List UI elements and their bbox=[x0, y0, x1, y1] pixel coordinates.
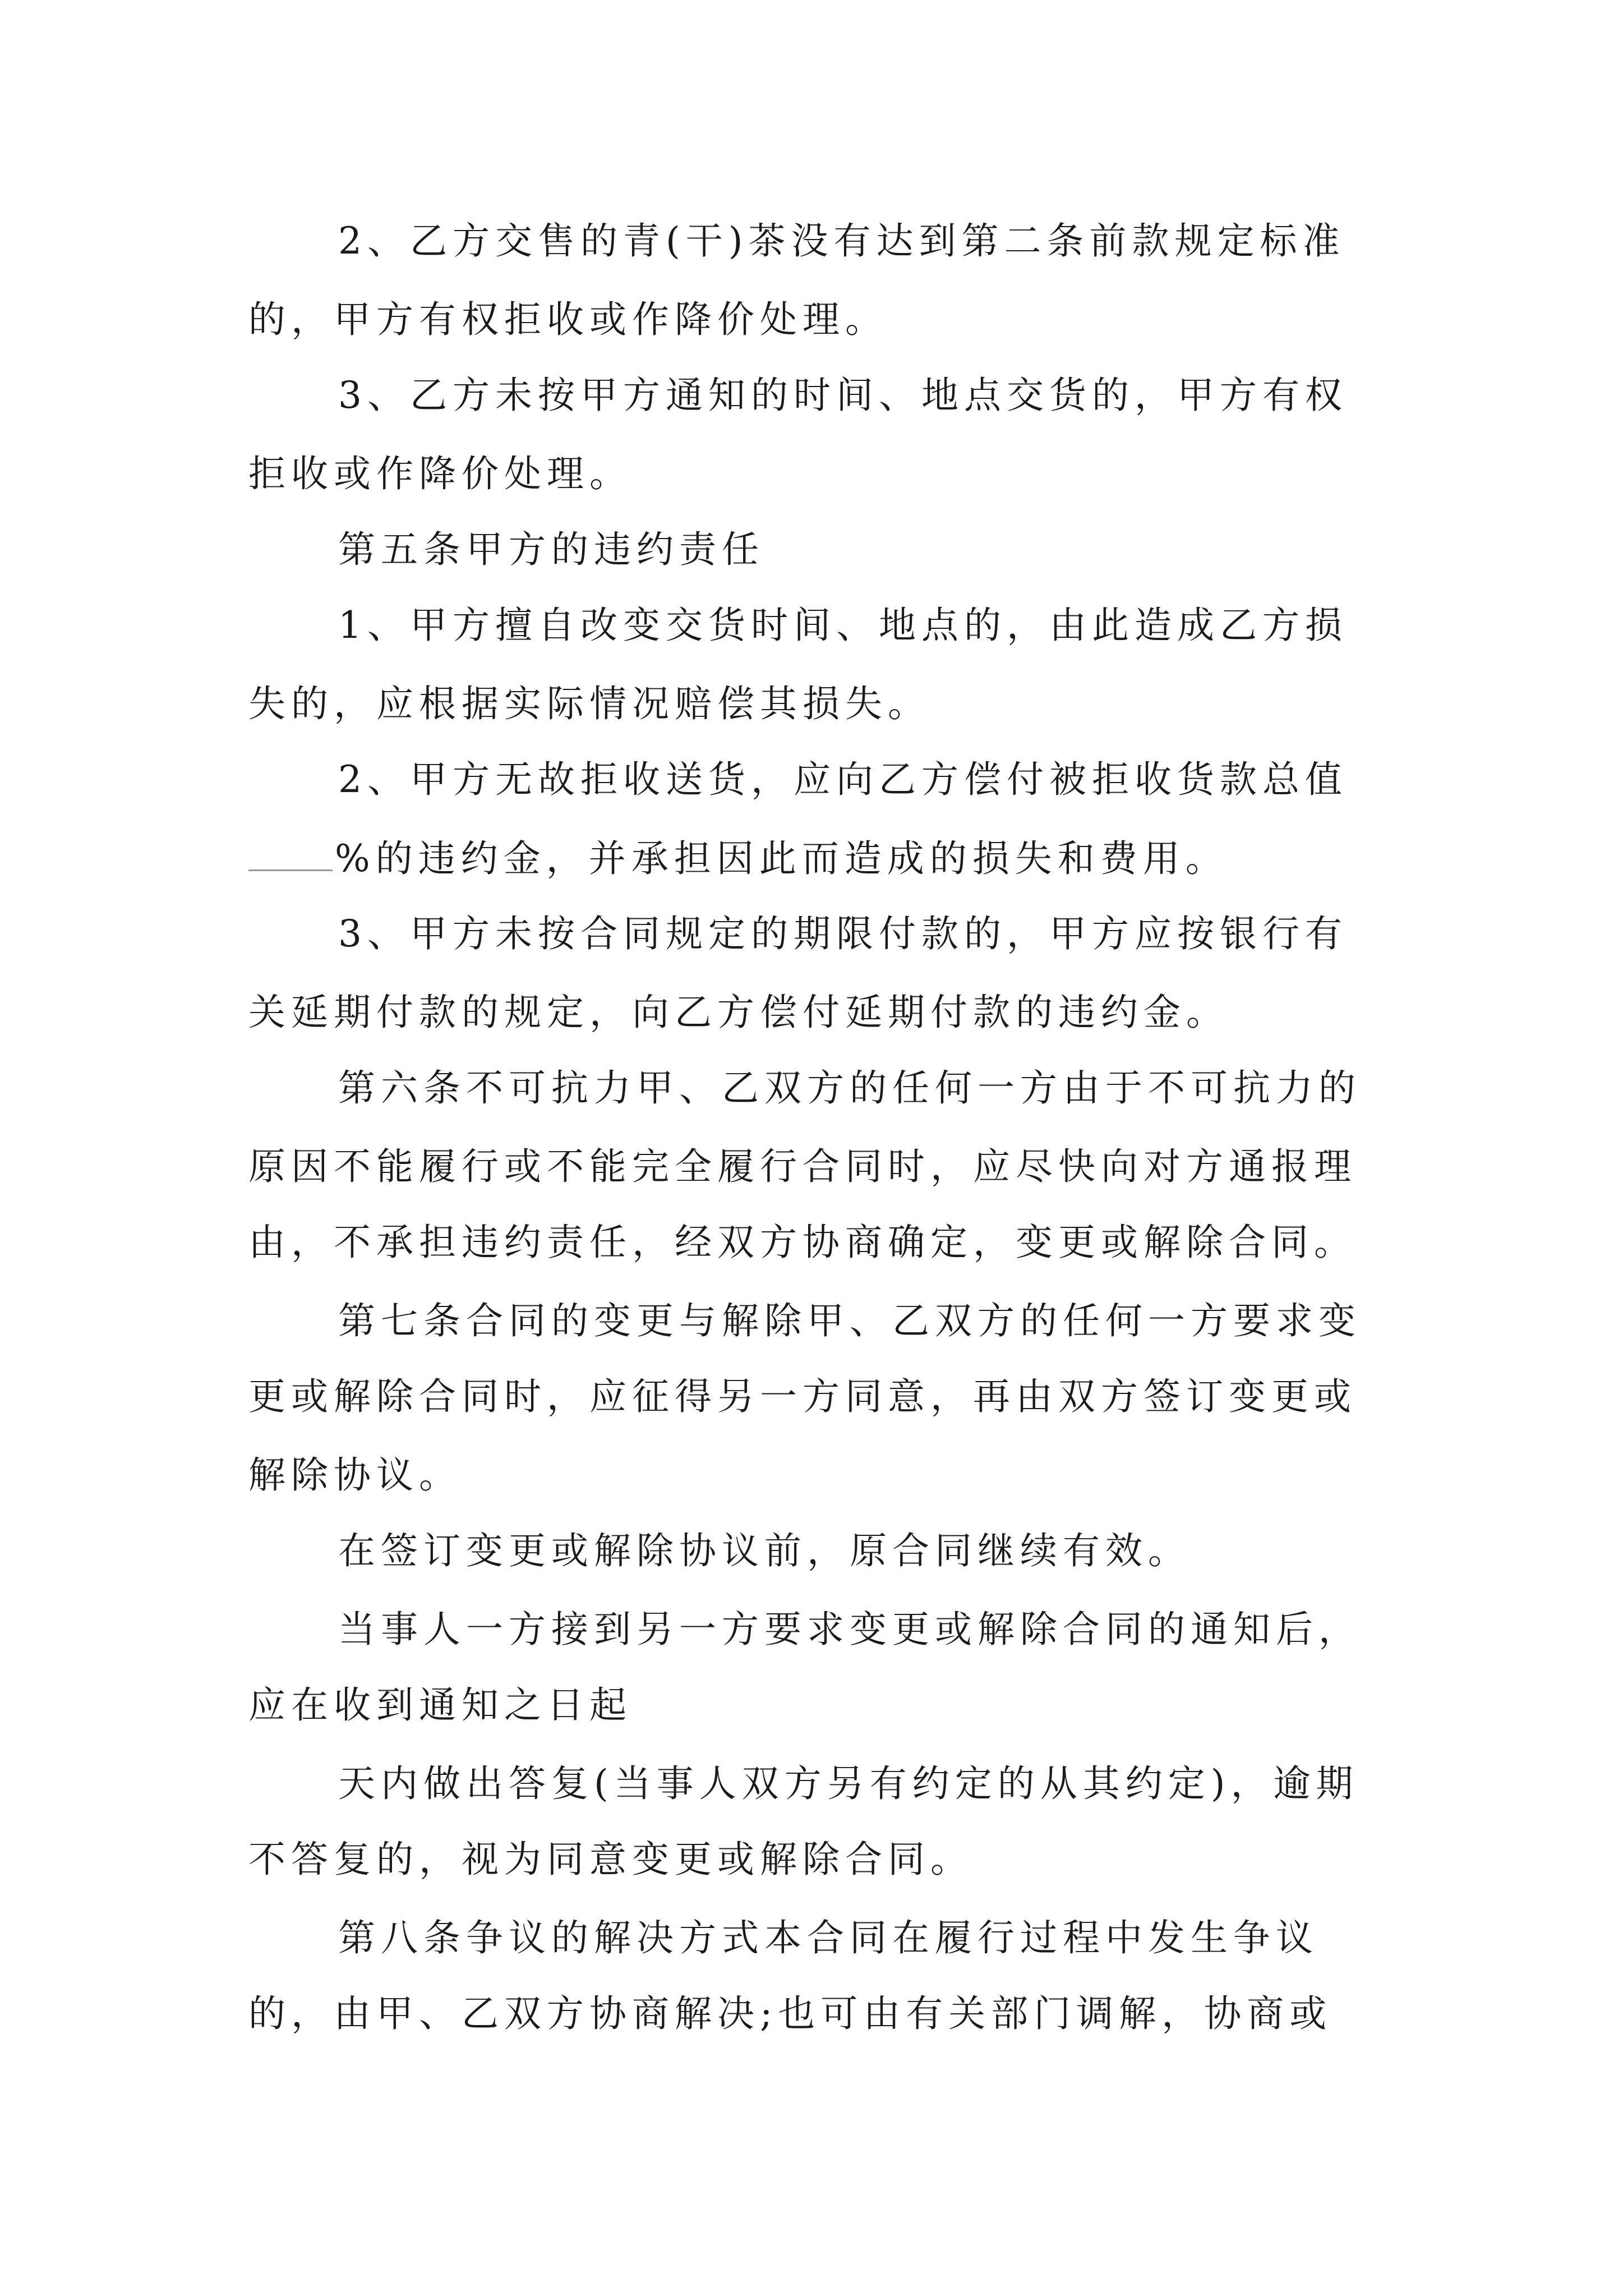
paragraph-line: 不答复的，视为同意变更或解除合同。 bbox=[248, 1838, 973, 1881]
paragraph-line: 关延期付款的规定，向乙方偿付延期付款的违约金。 bbox=[248, 991, 1229, 1034]
paragraph-line-text: %的违约金，并承担因此而造成的损失和费用。 bbox=[335, 837, 1228, 880]
paragraph-line: 2、乙方交售的青(干)茶没有达到第二条前款规定标准 bbox=[338, 219, 1345, 263]
paragraph-line: 第八条争议的解决方式本合同在履行过程中发生争议 bbox=[338, 1916, 1318, 1959]
paragraph-line: 第七条合同的变更与解除甲、乙双方的任何一方要求变 bbox=[338, 1299, 1361, 1342]
paragraph-line: 3、乙方未按甲方通知的时间、地点交货的，甲方有权 bbox=[338, 374, 1348, 417]
paragraph-line: 解除协议。 bbox=[248, 1453, 462, 1497]
paragraph-line: 天内做出答复(当事人双方另有约定的从其约定)，逾期 bbox=[338, 1762, 1359, 1805]
paragraph-line: 拒收或作降价处理。 bbox=[248, 452, 632, 495]
paragraph-line: 更或解除合同时，应征得另一方同意，再由双方签订变更或 bbox=[248, 1375, 1357, 1418]
paragraph-line: 原因不能履行或不能完全履行合同时，应尽快向对方通报理 bbox=[248, 1145, 1357, 1188]
paragraph-line: 失的，应根据实际情况赔偿其损失。 bbox=[248, 682, 930, 725]
paragraph-line: 第六条不可抗力甲、乙双方的任何一方由于不可抗力的 bbox=[338, 1066, 1361, 1110]
paragraph-line: 当事人一方接到另一方要求变更或解除合同的通知后， bbox=[338, 1608, 1361, 1651]
fill-in-blank bbox=[248, 836, 333, 871]
paragraph-line: 应在收到通知之日起 bbox=[248, 1683, 632, 1727]
paragraph-line: 的，甲方有权拒收或作降价处理。 bbox=[248, 298, 888, 341]
paragraph-line: 在签订变更或解除协议前，原合同继续有效。 bbox=[338, 1529, 1191, 1572]
section-heading: 第五条甲方的违约责任 bbox=[338, 528, 764, 571]
paragraph-line-with-blank bbox=[248, 836, 1228, 881]
paragraph-line: 1、甲方擅自改变交货时间、地点的，由此造成乙方损 bbox=[338, 604, 1348, 647]
paragraph-line: 由，不承担违约责任，经双方协商确定，变更或解除合同。 bbox=[248, 1221, 1357, 1264]
paragraph-line: 的，由甲、乙双方协商解决;也可由有关部门调解，协商或 bbox=[248, 1992, 1332, 2035]
paragraph-line: 3、甲方未按合同规定的期限付款的，甲方应按银行有 bbox=[338, 912, 1348, 955]
paragraph-line: 2、甲方无故拒收送货，应向乙方偿付被拒收货款总值 bbox=[338, 758, 1348, 801]
